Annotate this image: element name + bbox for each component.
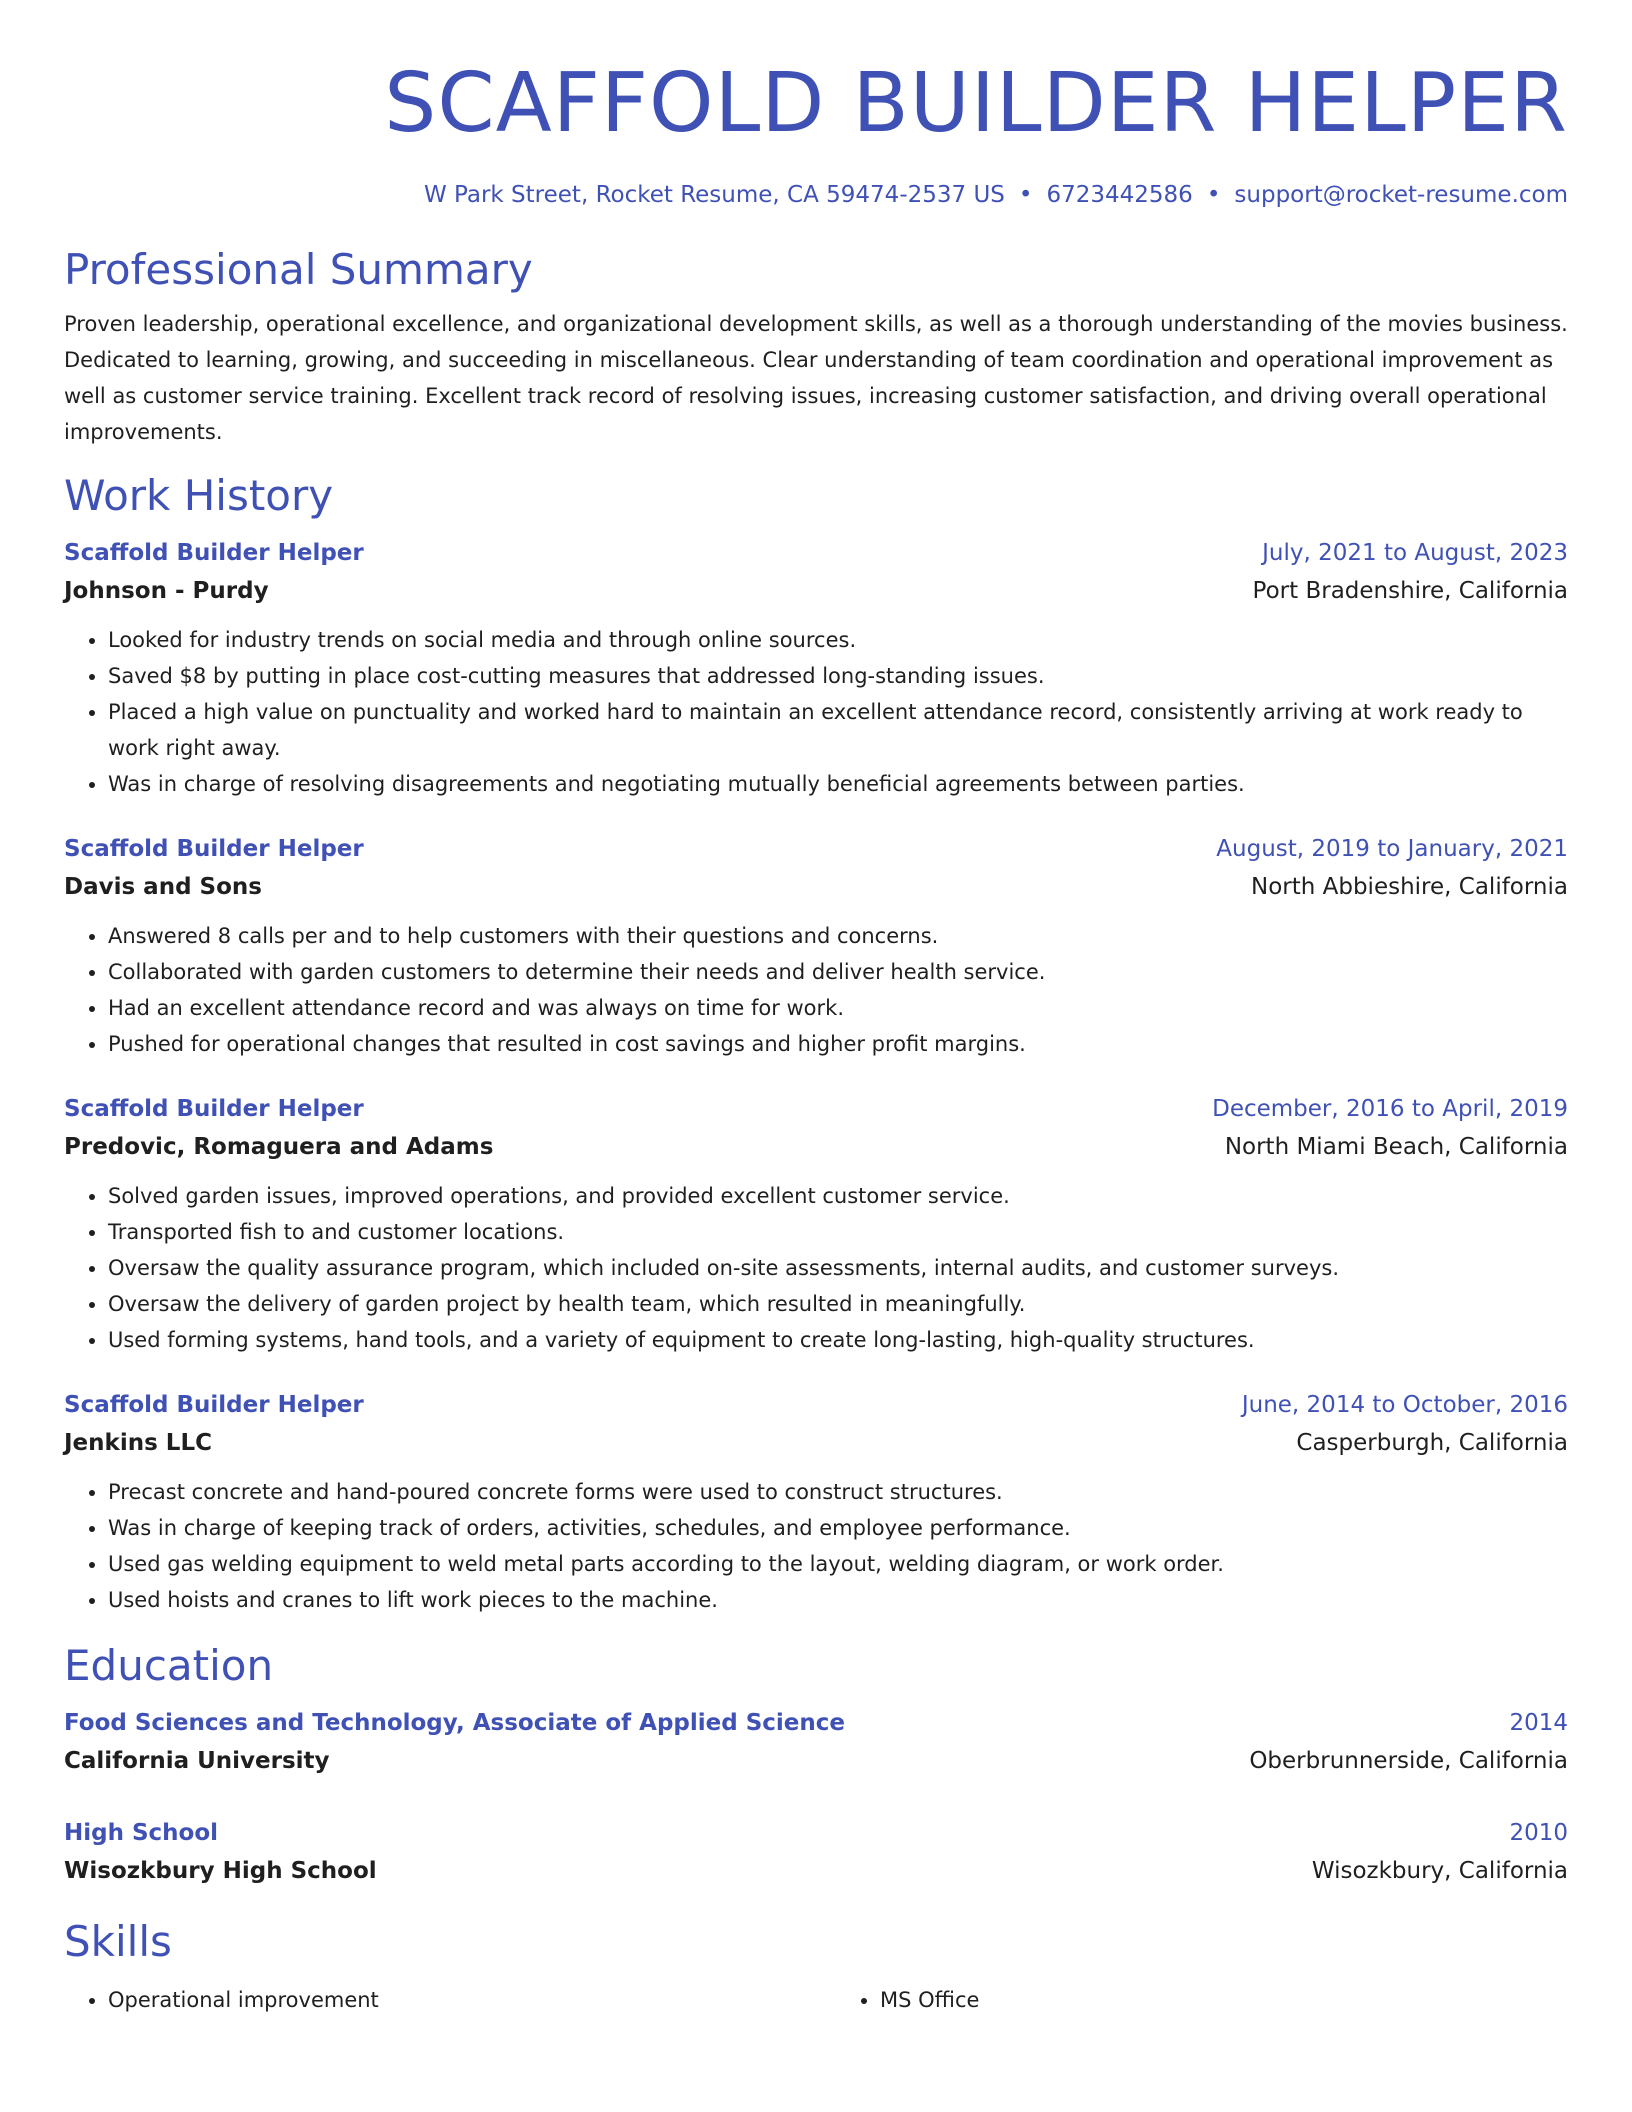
summary-section xyxy=(64,244,1568,450)
job-dates: June, 2014 to October, 2016 xyxy=(1241,1392,1568,1418)
job-role: Scaffold Builder Helper xyxy=(64,1096,364,1122)
skills-column-left xyxy=(64,1982,796,2018)
job-dates: August, 2019 to January, 2021 xyxy=(1216,836,1568,862)
skills-heading: Skills xyxy=(64,1917,172,1966)
job-location: Casperburgh, California xyxy=(1296,1430,1568,1456)
education-degree: Food Sciences and Technology, Associate of Applied Science xyxy=(64,1710,846,1736)
education-year: 2014 xyxy=(1509,1710,1568,1736)
list-item: • Solved garden issues, improved operations, and provided excellent customer service. xyxy=(108,1178,1568,1214)
bullet-separator: • xyxy=(1018,182,1033,208)
list-item: • Was in charge of resolving disagreements and negotiating mutually beneficial agreements between parties. xyxy=(108,766,1568,802)
list-item: • Used forming systems, hand tools, and a variety of equipment to create long-lasting, high-quality structures. xyxy=(108,1322,1568,1358)
job-employer: Johnson - Purdy xyxy=(64,578,269,604)
skills-grid xyxy=(64,1982,1568,2018)
job-bullets xyxy=(64,918,1568,1062)
resume-header xyxy=(64,0,1568,210)
candidate-name: SCAFFOLD BUILDER HELPER xyxy=(384,56,1568,151)
job-employer: Predovic, Romaguera and Adams xyxy=(64,1134,494,1160)
job-bullets xyxy=(64,1474,1568,1618)
education-section xyxy=(64,1640,1568,1890)
list-item: • Operational improvement xyxy=(108,1982,796,2018)
job-entry xyxy=(64,830,1568,1062)
job-entry xyxy=(64,1386,1568,1618)
job-location: Port Bradenshire, California xyxy=(1252,578,1568,604)
list-item: • Used gas welding equipment to weld metal parts according to the layout, welding diagram, or work order. xyxy=(108,1546,1568,1582)
job-employer-row xyxy=(64,572,1568,610)
job-employer-row xyxy=(64,868,1568,906)
list-item: • MS Office xyxy=(880,1982,1568,2018)
job-bullets xyxy=(64,622,1568,802)
skills-section xyxy=(64,1916,1568,2018)
job-location: North Abbieshire, California xyxy=(1250,874,1568,900)
education-school-row xyxy=(64,1852,1568,1890)
email-link[interactable]: support@rocket-resume.com xyxy=(1234,182,1568,208)
education-degree-row xyxy=(64,1814,1568,1852)
education-location: Wisozkbury, California xyxy=(1311,1858,1568,1884)
job-title-row xyxy=(64,1090,1568,1128)
list-item: • Placed a high value on punctuality and worked hard to maintain an excellent attendance record, consistently arriving at work ready to work right away. xyxy=(108,694,1568,766)
job-role: Scaffold Builder Helper xyxy=(64,540,364,566)
education-entry xyxy=(64,1814,1568,1890)
list-item: • Collaborated with garden customers to determine their needs and deliver health service. xyxy=(108,954,1568,990)
job-title-row xyxy=(64,830,1568,868)
job-entry xyxy=(64,534,1568,802)
job-title-row xyxy=(64,534,1568,572)
education-location: Oberbrunnerside, California xyxy=(1249,1748,1568,1774)
education-school-row xyxy=(64,1742,1568,1780)
job-dates: December, 2016 to April, 2019 xyxy=(1212,1096,1568,1122)
list-item: • Transported fish to and customer locations. xyxy=(108,1214,1568,1250)
education-school: California University xyxy=(64,1748,330,1774)
list-item: • Answered 8 calls per and to help customers with their questions and concerns. xyxy=(108,918,1568,954)
job-employer: Jenkins LLC xyxy=(64,1430,212,1456)
address-text: W Park Street, Rocket Resume, CA 59474-2537 US xyxy=(423,182,1005,208)
job-role: Scaffold Builder Helper xyxy=(64,1392,364,1418)
summary-text: Proven leadership, operational excellence, and organizational development skills, as well as a thorough understanding of the movies business. Dedicated to learning, growing, and succeeding in miscellaneous. Clear understanding of team coordination and operational improvement as well as customer service training. Excellent track record of resolving issues, increasing customer satisfaction, and driving overall operational improvements. xyxy=(64,312,1568,444)
education-degree: High School xyxy=(64,1820,219,1846)
list-item: • Used hoists and cranes to lift work pieces to the machine. xyxy=(108,1582,1568,1618)
contact-line xyxy=(64,180,1568,210)
list-item: • Was in charge of keeping track of orders, activities, schedules, and employee performance. xyxy=(108,1510,1568,1546)
job-role: Scaffold Builder Helper xyxy=(64,836,364,862)
job-title-row xyxy=(64,1386,1568,1424)
list-item: • Had an excellent attendance record and was always on time for work. xyxy=(108,990,1568,1026)
list-item: • Oversaw the delivery of garden project by health team, which resulted in meaningfully. xyxy=(108,1286,1568,1322)
job-location: North Miami Beach, California xyxy=(1224,1134,1568,1160)
job-entry xyxy=(64,1090,1568,1358)
job-bullets xyxy=(64,1178,1568,1358)
job-employer-row xyxy=(64,1424,1568,1462)
skills-column-right xyxy=(836,1982,1568,2018)
education-entry xyxy=(64,1704,1568,1780)
education-heading: Education xyxy=(64,1641,274,1690)
list-item: • Saved $8 by putting in place cost-cutting measures that addressed long-standing issues. xyxy=(108,658,1568,694)
work-history-section xyxy=(64,470,1568,1618)
education-school: Wisozkbury High School xyxy=(64,1858,377,1884)
list-item: • Oversaw the quality assurance program, which included on-site assessments, internal audits, and customer surveys. xyxy=(108,1250,1568,1286)
list-item: • Pushed for operational changes that resulted in cost savings and higher profit margins. xyxy=(108,1026,1568,1062)
phone-text: 6723442586 xyxy=(1046,182,1193,208)
list-item: • Precast concrete and hand-poured concrete forms were used to construct structures. xyxy=(108,1474,1568,1510)
education-year: 2010 xyxy=(1509,1820,1568,1846)
education-degree-row xyxy=(64,1704,1568,1742)
job-employer: Davis and Sons xyxy=(64,874,262,900)
job-dates: July, 2021 to August, 2023 xyxy=(1262,540,1568,566)
work-history-heading: Work History xyxy=(64,471,334,520)
bullet-separator: • xyxy=(1206,182,1221,208)
summary-heading: Professional Summary xyxy=(64,245,533,294)
list-item: • Looked for industry trends on social media and through online sources. xyxy=(108,622,1568,658)
job-employer-row xyxy=(64,1128,1568,1166)
